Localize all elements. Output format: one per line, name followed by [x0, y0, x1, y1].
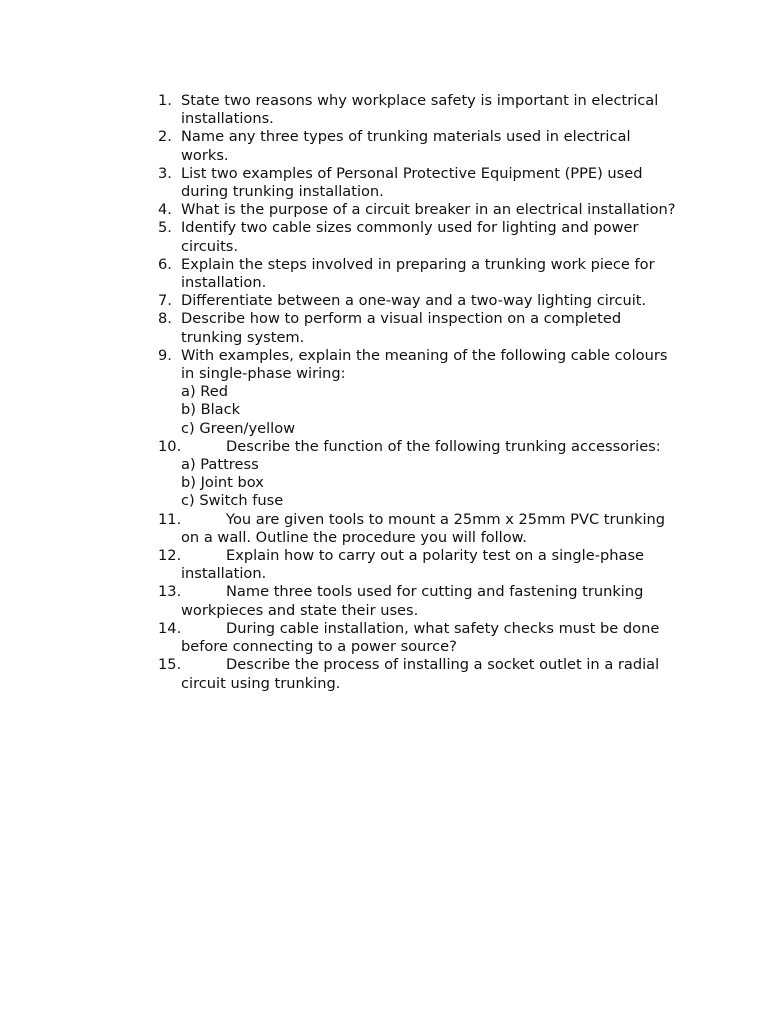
question-item: [0, 165, 676, 201]
question-text: List two examples of Personal Protective Equipment (PPE) used during trunking installation.: [181, 164, 643, 201]
question-item: [0, 128, 676, 164]
sub-item: c) Switch fuse: [181, 492, 284, 510]
question-item: [0, 347, 676, 383]
question-number: 12.: [158, 547, 182, 565]
question-number: 10.: [158, 437, 182, 455]
question-number: 8.: [158, 310, 172, 328]
question-item: [0, 620, 676, 656]
sub-item: a) Pattress: [181, 456, 259, 474]
question-text: With examples, explain the meaning of the following cable colours in single-phase wiring:: [181, 346, 668, 383]
question-number: 2.: [158, 128, 172, 146]
question-number: 3.: [158, 164, 172, 182]
question-number: 14.: [158, 619, 182, 637]
question-item: [0, 511, 676, 547]
sub-item: b) Black: [181, 401, 241, 419]
question-text: Identify two cable sizes commonly used for lighting and power circuits.: [181, 219, 639, 255]
question-item: [0, 201, 676, 219]
question-item: [0, 256, 676, 292]
question-item: [0, 438, 676, 456]
question-number: 6.: [158, 255, 172, 273]
question-item: [0, 219, 676, 255]
question-item: [0, 583, 676, 619]
question-text: Name any three types of trunking materials used in electrical works.: [181, 128, 631, 164]
question-item: [0, 92, 676, 128]
question-list: [0, 92, 768, 693]
question-text: Describe the process of installing a socket outlet in a radial circuit using trunking.: [181, 656, 660, 692]
question-text: Differentiate between a one-way and a two-way lighting circuit.: [181, 292, 647, 310]
question-text: Describe how to perform a visual inspection on a completed trunking system.: [181, 310, 622, 346]
question-number: 1.: [158, 92, 172, 109]
question-item: [0, 310, 676, 346]
question-number: 11.: [158, 510, 182, 528]
question-text: Explain how to carry out a polarity test on a single-phase installation.: [181, 547, 645, 583]
question-text: State two reasons why workplace safety is important in electrical installations.: [181, 92, 659, 128]
question-item: [0, 292, 676, 310]
question-number: 5.: [158, 219, 172, 237]
sub-item: a) Red: [181, 383, 229, 401]
question-text: You are given tools to mount a 25mm x 25mm PVC trunking on a wall. Outline the procedure you will follow.: [181, 510, 666, 546]
question-number: 4.: [158, 201, 172, 219]
question-text: During cable installation, what safety checks must be done before connecting to a power source?: [181, 619, 660, 656]
question-number: 13.: [158, 583, 182, 601]
sub-item: c) Green/yellow: [181, 419, 296, 437]
question-text: Explain the steps involved in preparing a trunking work piece for installation.: [181, 255, 655, 292]
question-text: What is the purpose of a circuit breaker in an electrical installation?: [181, 201, 676, 219]
question-text: Name three tools used for cutting and fastening trunking workpieces and state their uses.: [181, 583, 644, 619]
question-item: [0, 656, 676, 692]
question-number: 9.: [158, 346, 172, 364]
question-number: 15.: [158, 656, 182, 674]
question-number: 7.: [158, 292, 172, 310]
question-item: [0, 547, 676, 583]
sub-item: b) Joint box: [181, 474, 264, 492]
question-text: Describe the function of the following trunking accessories:: [226, 437, 661, 455]
